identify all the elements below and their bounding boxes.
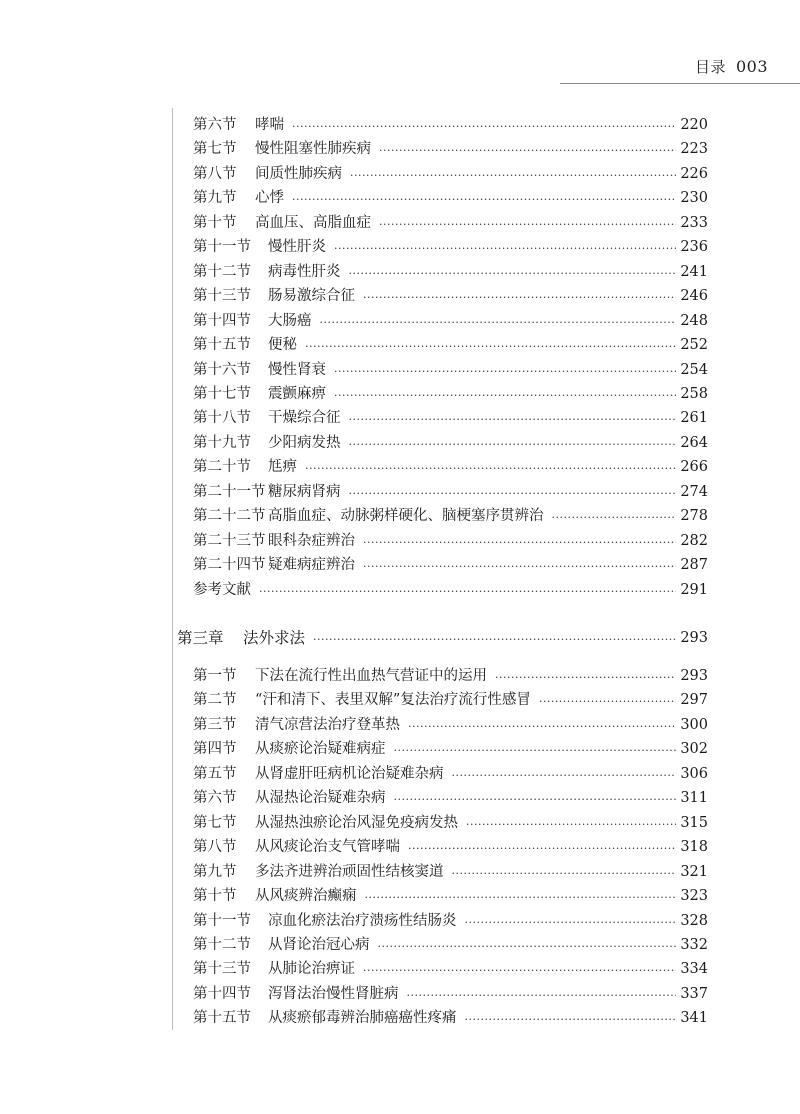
toc-entry-number: 第七节 <box>193 141 237 158</box>
toc-entry-page: 315 <box>680 814 708 831</box>
toc-entry-number: 第十二节 <box>193 936 251 953</box>
toc-entry <box>193 835 708 859</box>
toc-entry-page: 226 <box>680 165 708 182</box>
toc-entry-page: 248 <box>680 312 708 329</box>
toc-entry-number: 第八节 <box>193 839 237 856</box>
toc-leader-dots <box>394 790 677 810</box>
toc-entry <box>193 553 708 577</box>
toc-entry-title: 从风痰辨治癫痫 <box>255 888 357 905</box>
toc-entry <box>193 480 708 504</box>
toc-entry-title: 哮喘 <box>255 117 284 133</box>
toc-entry-page: 306 <box>680 765 708 782</box>
toc-entry-number: 第十四节 <box>193 312 251 329</box>
toc-entry <box>193 406 708 430</box>
toc-entry <box>193 504 708 528</box>
toc-entry-page: 302 <box>680 741 708 758</box>
toc-entry-number: 第七节 <box>193 814 237 831</box>
toc-entry <box>193 529 708 553</box>
toc-leader-dots <box>452 766 677 786</box>
toc-leader-dots <box>305 459 676 479</box>
toc-leader-dots <box>407 986 677 1006</box>
toc-entry-number: 第十节 <box>193 888 237 905</box>
toc-leader-dots <box>363 288 676 308</box>
toc-entry-number: 第十三节 <box>193 288 251 305</box>
toc-entry <box>193 186 708 210</box>
toc-leader-dots <box>334 362 676 382</box>
toc-entry <box>193 578 708 602</box>
toc-entry-page: 287 <box>680 557 708 574</box>
toc-entry <box>193 431 708 455</box>
toc-entry-page: 293 <box>680 668 708 684</box>
toc-entry-page: 230 <box>680 190 708 207</box>
toc-entry <box>193 1006 708 1030</box>
toc-entry-number: 第十六节 <box>193 361 251 378</box>
toc-entry-page: 246 <box>680 288 708 305</box>
toc-entry-title: 高脂血症、动脉粥样硬化、脑梗塞序贯辨治 <box>268 508 544 525</box>
toc-entry-page: 332 <box>680 936 708 953</box>
toc-entry-number: 第十五节 <box>193 337 251 354</box>
toc-leader-dots <box>495 668 676 688</box>
toc-entry-page: 291 <box>680 581 708 598</box>
toc-leader-dots <box>349 264 677 284</box>
toc-entry-page: 297 <box>680 692 708 709</box>
toc-entry-number: 第九节 <box>193 190 237 207</box>
toc-entry-title: 从痰瘀论治疑难病症 <box>255 741 386 758</box>
toc-entry <box>193 664 708 688</box>
toc-entry-title: 尪痹 <box>268 459 297 476</box>
toc-entry-title: 少阳病发热 <box>268 434 341 451</box>
toc-entry-page: 220 <box>680 117 708 133</box>
toc-entry-page: 274 <box>680 483 708 500</box>
toc-entry <box>193 982 708 1006</box>
toc-entry <box>193 737 708 761</box>
toc-entry-number: 第二十一节 <box>193 483 266 500</box>
toc-entry-number: 第十五节 <box>193 1010 251 1027</box>
toc-entry-title: 高血压、高脂血症 <box>255 214 371 231</box>
toc-entry-page: 252 <box>680 337 708 354</box>
toc-entry <box>193 455 708 479</box>
toc-entry <box>193 309 708 333</box>
toc-entry-page: 278 <box>680 508 708 525</box>
header-page-number: 003 <box>735 57 768 76</box>
toc-entry-title: “汗和清下、表里双解”复法治疗流行性感冒 <box>255 692 531 709</box>
toc-entry <box>193 113 708 137</box>
toc-entry-page: 311 <box>680 790 708 807</box>
toc-entry-title: 从肾虚肝旺病机论治疑难杂病 <box>255 765 444 782</box>
toc-entry-page: 321 <box>680 863 708 880</box>
toc-leader-dots <box>465 913 677 933</box>
toc-entry-title: 慢性阻塞性肺疾病 <box>255 141 371 158</box>
toc-entry-title: 心悸 <box>255 190 284 207</box>
toc-entry-title: 泻肾法治慢性肾脏病 <box>268 985 399 1002</box>
toc-leader-dots <box>334 386 676 406</box>
toc-entry-title: 参考文献 <box>193 581 251 598</box>
toc-leader-dots <box>379 215 676 235</box>
toc-entry-title: 从湿热论治疑难杂病 <box>255 790 386 807</box>
toc-entry-page: 261 <box>680 410 708 427</box>
toc-entry <box>193 235 708 259</box>
toc-entry-number: 第十四节 <box>193 985 251 1002</box>
toc-entry-title: 慢性肝炎 <box>268 239 326 256</box>
toc-entry <box>193 884 708 908</box>
toc-entry-page: 264 <box>680 434 708 451</box>
toc-leader-dots <box>365 888 677 908</box>
toc-entry-title: 间质性肺疾病 <box>255 165 342 182</box>
toc-entry <box>193 137 708 161</box>
toc-entry-page: 266 <box>680 459 708 476</box>
toc-entry-number: 第十一节 <box>193 239 251 256</box>
toc-entry-page: 341 <box>680 1010 708 1027</box>
toc-leader-dots <box>292 117 676 137</box>
toc-entry <box>193 211 708 235</box>
toc-entry-title: 便秘 <box>268 337 297 354</box>
toc-leader-dots <box>452 864 677 884</box>
toc-leader-dots <box>539 692 676 712</box>
toc-leader-dots <box>349 435 677 455</box>
toc-entry-page: 293 <box>680 630 708 646</box>
toc-entry-title: 病毒性肝炎 <box>268 263 341 280</box>
toc-entry <box>193 162 708 186</box>
toc-entry-title: 干燥综合征 <box>268 410 341 427</box>
toc-entry-number: 第五节 <box>193 765 237 782</box>
toc-entry <box>193 713 708 737</box>
toc-entry-title: 从痰瘀郁毒辨治肺癌癌性疼痛 <box>268 1010 457 1027</box>
toc-entry-title: 慢性肾衰 <box>268 361 326 378</box>
toc-leader-dots <box>378 937 677 957</box>
toc-entry <box>193 786 708 810</box>
toc-entry <box>193 333 708 357</box>
toc-entry-title: 法外求法 <box>243 629 306 647</box>
toc-leader-dots <box>350 166 676 186</box>
toc-entry-number: 第十二节 <box>193 263 251 280</box>
margin-rule <box>172 108 173 1030</box>
toc-entry-page: 254 <box>680 361 708 378</box>
toc-leader-dots <box>349 484 677 504</box>
toc-entry-number: 第二节 <box>193 692 237 709</box>
toc-leader-dots <box>363 533 676 553</box>
toc-leader-dots <box>313 630 676 650</box>
toc-leader-dots <box>305 337 676 357</box>
toc-entry-page: 323 <box>680 888 708 905</box>
toc-entry-title: 多法齐进辨治顽固性结核窦道 <box>255 863 444 880</box>
toc-entry-number: 第三章 <box>177 629 224 647</box>
toc-leader-dots <box>465 1010 677 1030</box>
toc-entry-page: 258 <box>680 385 708 402</box>
toc-entry <box>193 811 708 835</box>
toc-leader-dots <box>379 141 676 161</box>
toc-entry <box>193 860 708 884</box>
header-rule <box>560 83 800 84</box>
toc-entry-title: 凉血化瘀法治疗溃疡性结肠炎 <box>268 912 457 929</box>
toc-leader-dots <box>334 239 676 259</box>
toc-entry-number: 第六节 <box>193 790 237 807</box>
toc-entry-number: 第十八节 <box>193 410 251 427</box>
toc-leader-dots <box>363 961 676 981</box>
toc-entry-number: 第二十节 <box>193 459 251 476</box>
toc-entry-title: 从肺论治痹证 <box>268 961 355 978</box>
toc-entry-title: 从风痰论治支气管哮喘 <box>255 839 400 856</box>
toc-entry-title: 肠易激综合征 <box>268 288 355 305</box>
toc-leader-dots <box>408 839 676 859</box>
toc-entry-title: 大肠癌 <box>268 312 312 329</box>
toc-entry-number: 第十三节 <box>193 961 251 978</box>
toc-entry-number: 第十九节 <box>193 434 251 451</box>
toc-leader-dots <box>394 741 677 761</box>
toc-entry-number: 第六节 <box>193 117 237 133</box>
toc-entry-title: 从湿热浊瘀论治风湿免疫病发热 <box>255 814 458 831</box>
toc-entry-title: 下法在流行性出血热气营证中的运用 <box>255 668 487 684</box>
running-header <box>0 56 768 77</box>
toc-entry-title: 疑难病症辨治 <box>268 557 355 574</box>
toc-entry-page: 223 <box>680 141 708 158</box>
toc-entry-number: 第一节 <box>193 668 237 684</box>
toc-entry-number: 第四节 <box>193 741 237 758</box>
toc-leader-dots <box>408 717 676 737</box>
toc-entry-page: 328 <box>680 912 708 929</box>
toc-entry-number: 第二十三节 <box>193 532 266 549</box>
toc-leader-dots <box>292 190 676 210</box>
toc-entry-page: 334 <box>680 961 708 978</box>
toc-entry-title: 糖尿病肾病 <box>268 483 341 500</box>
toc-leader-dots <box>552 508 677 528</box>
toc-entry-number: 第十节 <box>193 214 237 231</box>
toc-entry-title: 震颤麻痹 <box>268 385 326 402</box>
toc-leader-dots <box>259 582 676 602</box>
toc-entry-title: 清气凉营法治疗登革热 <box>255 716 400 733</box>
toc-entry-page: 300 <box>680 716 708 733</box>
header-label: 目录 <box>694 58 726 76</box>
toc-entry-page: 233 <box>680 214 708 231</box>
toc-entry <box>193 933 708 957</box>
toc-entry-page: 241 <box>680 263 708 280</box>
toc-entry-page: 236 <box>680 239 708 256</box>
toc-leader-dots <box>466 815 676 835</box>
toc-entry-page: 318 <box>680 839 708 856</box>
toc-entry <box>193 358 708 382</box>
toc-entry-number: 第八节 <box>193 165 237 182</box>
toc-leader-dots <box>363 557 676 577</box>
toc-entry-number: 第九节 <box>193 863 237 880</box>
toc-entry-page: 282 <box>680 532 708 549</box>
toc-entry <box>193 762 708 786</box>
toc-entry-title: 眼科杂症辨治 <box>268 532 355 549</box>
toc-entry-number: 第三节 <box>193 716 237 733</box>
toc-entry <box>193 909 708 933</box>
toc-chapter-entry <box>177 626 708 650</box>
toc-leader-dots <box>349 410 677 430</box>
toc-leader-dots <box>320 313 677 333</box>
toc-entry <box>193 260 708 284</box>
toc-entry-number: 第十七节 <box>193 385 251 402</box>
toc-entry-number: 第二十四节 <box>193 557 266 574</box>
toc-entry <box>193 284 708 308</box>
toc-entry <box>193 957 708 981</box>
toc-entry <box>193 382 708 406</box>
toc-entry <box>193 688 708 712</box>
toc-entry-number: 第二十二节 <box>193 508 266 525</box>
toc-entry-page: 337 <box>680 985 708 1002</box>
toc-entry-title: 从肾论治冠心病 <box>268 936 370 953</box>
toc-entry-number: 第十一节 <box>193 912 251 929</box>
